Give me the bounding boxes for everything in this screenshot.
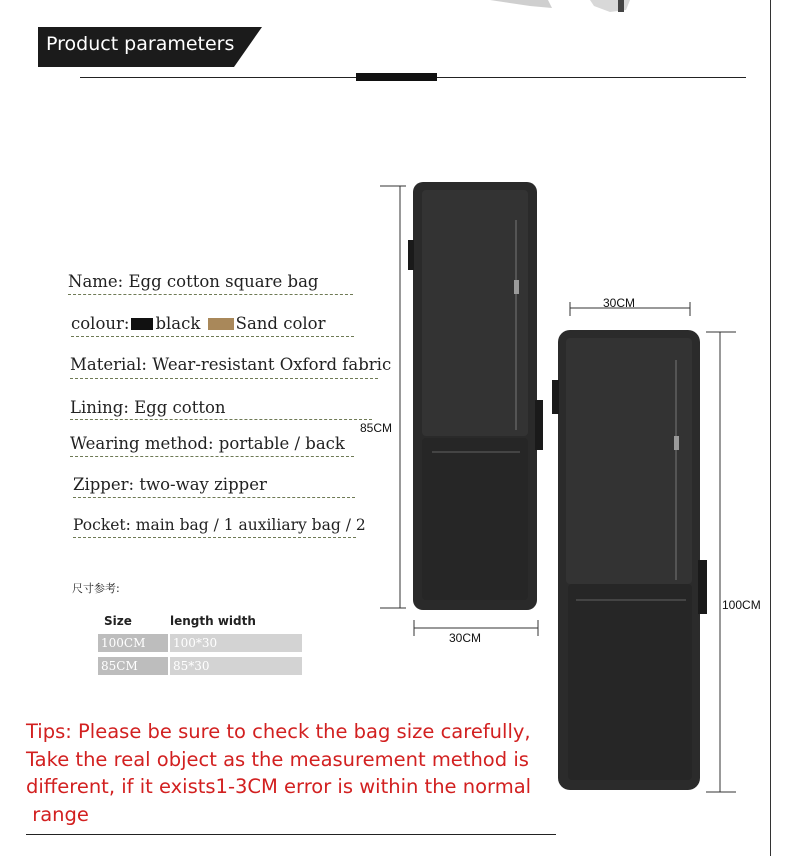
spec-underline <box>70 378 378 379</box>
bottom-rule <box>26 834 556 835</box>
top-photo-remnant <box>490 0 640 14</box>
spec-underline <box>68 294 353 295</box>
spec-colour-label: colour: <box>71 314 130 333</box>
sand-swatch <box>208 318 234 330</box>
right-edge-line <box>770 0 771 856</box>
spec-underline <box>70 456 354 457</box>
spec-pocket-text: Pocket: main bag / 1 auxiliary bag / 2 <box>73 516 366 534</box>
spec-pocket <box>73 516 366 534</box>
header-rule-accent <box>356 73 437 81</box>
dimension-label-large-height: 100CM <box>722 598 761 612</box>
size-reference-title: 尺寸参考: <box>72 582 120 595</box>
size-row <box>98 657 302 675</box>
size-header-length-width: length width <box>170 614 256 628</box>
spec-material-text: Material: Wear-resistant Oxford fabric <box>70 355 392 374</box>
spec-name <box>68 272 319 291</box>
spec-underline <box>73 497 355 498</box>
spec-underline <box>73 537 356 538</box>
product-photo <box>380 180 780 800</box>
tips-note <box>26 718 566 828</box>
dimension-label-small-height: 85CM <box>360 421 393 435</box>
tips-line: Tips: Please be sure to check the bag size carefully, <box>26 720 531 743</box>
size-header-size: Size <box>104 614 132 628</box>
black-swatch <box>131 318 153 330</box>
spec-colour-sand: Sand color <box>235 314 326 333</box>
bags-illustration <box>380 180 780 800</box>
size-cell: 85*30 <box>170 657 302 675</box>
tips-line: Take the real object as the measurement method is <box>26 747 529 771</box>
spec-lining <box>70 398 226 417</box>
tips-line: range <box>26 802 89 826</box>
spec-underline <box>71 336 354 337</box>
tips-line: different, if it exists1-3CM error is within the normal <box>26 775 532 798</box>
spec-underline <box>70 419 372 420</box>
size-cell: 85CM <box>98 657 168 675</box>
spec-colour <box>71 314 326 333</box>
spec-name-text: Name: Egg cotton square bag <box>68 272 319 291</box>
dimension-label-small-width: 30CM <box>449 631 482 645</box>
spec-zipper-text: Zipper: two-way zipper <box>73 475 267 494</box>
spec-zipper <box>73 475 267 494</box>
section-title: Product parameters <box>46 33 235 55</box>
spec-lining-text: Lining: Egg cotton <box>70 398 226 417</box>
spec-wearing-text: Wearing method: portable / back <box>70 434 345 453</box>
small-bag <box>408 182 543 610</box>
section-header <box>38 27 262 67</box>
size-cell: 100CM <box>98 634 168 652</box>
spec-colour-black: black <box>155 314 201 333</box>
spec-wearing <box>70 434 345 453</box>
large-bag <box>552 330 707 790</box>
dimension-label-large-width: 30CM <box>603 296 636 310</box>
spec-material <box>70 355 391 374</box>
size-row <box>98 634 302 652</box>
size-cell: 100*30 <box>170 634 302 652</box>
